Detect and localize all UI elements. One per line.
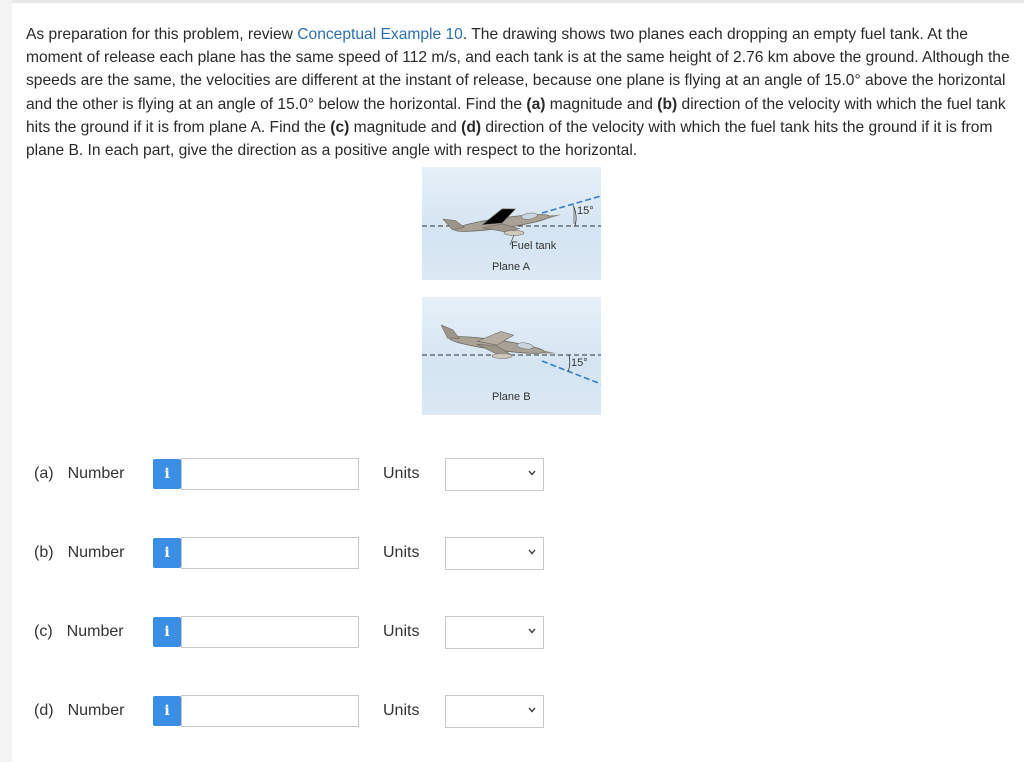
- units-select-c[interactable]: [445, 616, 544, 649]
- units-select-b[interactable]: [445, 537, 544, 570]
- answer-row-b: [12, 536, 612, 572]
- number-label: Number: [67, 702, 125, 719]
- answer-label-d: [34, 702, 124, 720]
- chevron-down-icon: [527, 468, 537, 478]
- answer-row-c: [12, 615, 612, 651]
- answer-label-b: [34, 544, 124, 562]
- problem-text-3: direction of the velocity with which the fuel tank hits the ground if it is from plane A. Find the: [26, 95, 1006, 136]
- part-label: (b): [34, 544, 54, 561]
- part-c-marker: (c): [330, 118, 350, 136]
- problem-text-5: direction of the velocity with which the fuel tank hits the ground if it is from plane B. In each part, give the direction as a positive angle with respect to the horizontal.: [26, 118, 993, 160]
- plane-a-label: Plane A: [492, 261, 530, 273]
- fuel-tank-icon: [504, 231, 524, 236]
- info-icon[interactable]: i: [153, 617, 181, 647]
- number-input-a[interactable]: [181, 458, 359, 490]
- number-input-d[interactable]: [181, 695, 359, 727]
- units-select-d[interactable]: [445, 695, 544, 728]
- problem-text-1: . The drawing shows two planes each dropping an empty fuel tank. At the moment of release each plane has the same speed of 112 m/s, and each tank is at the same height of 2.76 km above the ground. Although the speeds are the same, the velocities are different at the instant of release, because one plane is flying at an angle of 15.0° above the horizontal and the other is flying at an angle of 15.0° below the horizontal. Find the: [26, 26, 1010, 113]
- info-icon[interactable]: i: [153, 459, 181, 489]
- question-card: [12, 0, 1024, 762]
- part-d-marker: (d): [461, 118, 482, 136]
- number-label: Number: [67, 465, 125, 482]
- figure-plane-b: [422, 297, 601, 415]
- units-label-a: Units: [383, 465, 420, 482]
- answer-label-a: [34, 465, 124, 483]
- conceptual-example-link[interactable]: Conceptual Example 10: [297, 26, 463, 43]
- angle-arc-a: [573, 205, 576, 226]
- units-label-b: Units: [383, 544, 420, 561]
- figure-plane-a: [422, 167, 601, 280]
- fuel-tank-icon: [492, 354, 512, 359]
- chevron-down-icon: [527, 626, 537, 636]
- problem-intro: As preparation for this problem, review: [26, 26, 298, 43]
- plane-b-label: Plane B: [492, 391, 531, 403]
- units-label-d: Units: [383, 702, 420, 719]
- fuel-tank-label: Fuel tank: [511, 240, 557, 252]
- units-label-c: Units: [383, 623, 420, 640]
- number-input-b[interactable]: [181, 537, 359, 569]
- problem-text-4: magnitude and: [349, 118, 462, 136]
- part-label: (a): [34, 465, 54, 482]
- part-b-marker: (b): [657, 95, 678, 113]
- units-select-a[interactable]: [445, 458, 544, 491]
- problem-statement: [26, 23, 1011, 162]
- answer-label-c: [34, 623, 124, 641]
- angle-label-a: 15°: [577, 205, 594, 217]
- number-label: Number: [67, 544, 125, 561]
- info-icon[interactable]: i: [153, 538, 181, 568]
- part-label: (d): [34, 702, 54, 719]
- angle-arc-b: [568, 355, 570, 372]
- part-a-marker: (a): [526, 95, 546, 113]
- chevron-down-icon: [527, 705, 537, 715]
- number-label: Number: [66, 623, 124, 640]
- number-input-c[interactable]: [181, 616, 359, 648]
- part-label: (c): [34, 623, 53, 640]
- answer-row-a: [12, 457, 612, 493]
- chevron-down-icon: [527, 547, 537, 557]
- info-icon[interactable]: i: [153, 696, 181, 726]
- answer-row-d: [12, 694, 612, 730]
- plane-a-icon: [443, 201, 563, 241]
- problem-text-2: magnitude and: [545, 95, 658, 113]
- angle-label-b: 15°: [571, 357, 588, 369]
